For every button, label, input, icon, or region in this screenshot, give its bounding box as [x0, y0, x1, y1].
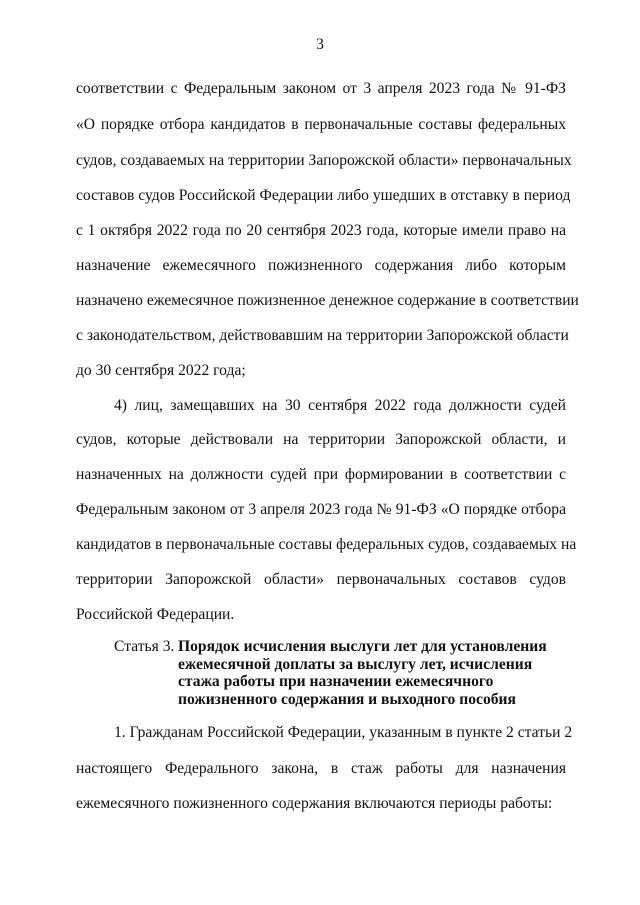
article-label: Статья 3. — [114, 638, 175, 655]
text-line: судов, создаваемых на территории Запорожской области» первоначальных — [76, 152, 572, 169]
page-number: 3 — [316, 36, 324, 53]
text-line: ежемесячного пожизненного содержания включаются периоды работы: — [76, 795, 553, 812]
article-title-line: Порядок исчисления выслуги лет для установления — [178, 638, 547, 655]
article-title-line: пожизненного содержания и выходного пособия — [178, 690, 516, 708]
text-line: назначено ежемесячное пожизненное денежное содержание в соответствии — [76, 292, 579, 309]
text-line: назначенных на должности судей при формировании в соответствии с — [76, 466, 566, 483]
text-line: судов, которые действовали на территории Запорожской области, и — [76, 431, 566, 448]
text-line: с 1 октября 2022 года по 20 сентября 2023 года, которые имели право на — [76, 222, 566, 239]
text-line: Российской Федерации. — [76, 606, 235, 623]
text-line: до 30 сентября 2022 года; — [76, 362, 246, 379]
text-line: кандидатов в первоначальные составы федеральных судов, создаваемых на — [76, 536, 577, 553]
text-line: 4) лиц, замещавших на 30 сентября 2022 года должности судей — [114, 397, 566, 414]
text-line: 1. Гражданам Российской Федерации, указанным в пункте 2 статьи 2 — [114, 724, 573, 741]
text-line: территории Запорожской области» первоначальных составов судов — [76, 571, 566, 588]
text-line: соответствии с Федеральным законом от 3 апреля 2023 года № 91-ФЗ — [76, 80, 566, 97]
text-line: с законодательством, действовавшим на территории Запорожской области — [76, 327, 569, 344]
text-line: назначение ежемесячного пожизненного содержания либо которым — [76, 257, 566, 274]
text-line: настоящего Федерального закона, в стаж работы для назначения — [76, 760, 566, 777]
article-title-line: ежемесячной доплаты за выслугу лет, исчисления — [178, 655, 533, 673]
article-title — [178, 638, 568, 708]
text-line: Федеральным законом от 3 апреля 2023 года № 91-ФЗ «О порядке отбора — [76, 501, 566, 518]
text-line: «О порядке отбора кандидатов в первоначальные составы федеральных — [76, 116, 566, 133]
article-title-line: стажа работы при назначении ежемесячного — [178, 673, 494, 690]
text-line: составов судов Российской Федерации либо ушедших в отставку в период — [76, 187, 571, 204]
